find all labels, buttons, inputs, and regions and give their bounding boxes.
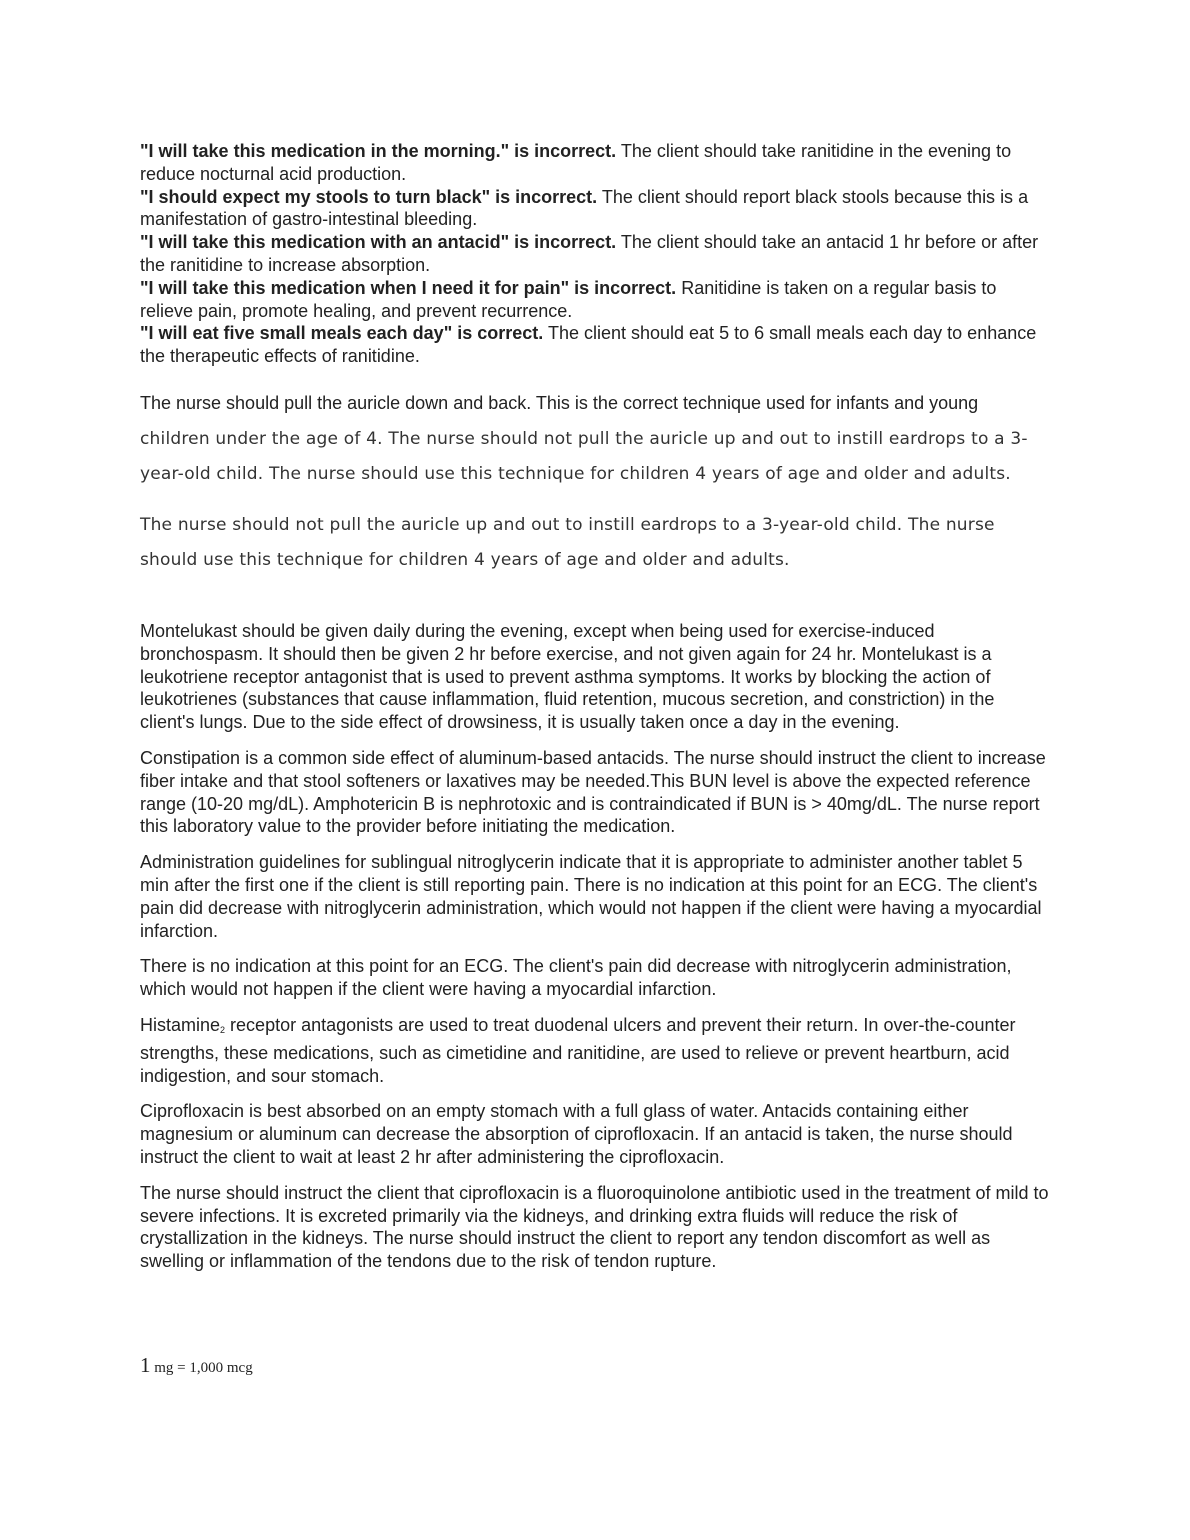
ecg-paragraph: There is no indication at this point for an ECG. The client's pain did decrease with nitroglycerin administration, which would not happen if the client were having a myocardial infarction. bbox=[140, 956, 1012, 1000]
rationale-text: The client should eat 5 to 6 small meals each day to enhance the therapeutic effects of ranitidine. bbox=[140, 323, 1037, 367]
histamine-subscript: 2 bbox=[220, 1024, 226, 1035]
rationale-item bbox=[140, 277, 1050, 323]
conversion-number: 1 bbox=[140, 1353, 151, 1377]
eardrop-rest: children under the age of 4. The nurse should not pull the auricle up and out to instill eardrops to a 3-year-old child. The nurse should use this technique for children 4 years of age and older and adults. bbox=[140, 428, 1028, 484]
ciprofloxacin-instruction-paragraph: The nurse should instruct the client that ciprofloxacin is a fluoroquinolone antibiotic used in the treatment of mild to severe infections. It is excreted primarily via the kidneys, and drinking extra fluids will reduce the risk of crystallization in the kidneys. The nurse should instruct the client to report any tendon discomfort as well as swelling or inflammation of the tendons due to the risk of tendon rupture. bbox=[140, 1182, 1049, 1272]
rationale-item bbox=[140, 186, 1050, 232]
rationale-label: "I should expect my stools to turn black" is incorrect. bbox=[140, 186, 598, 207]
ranitidine-rationale-list bbox=[140, 140, 1050, 368]
unit-conversion-note bbox=[140, 1353, 253, 1378]
nitroglycerin-paragraph: Administration guidelines for sublingual nitroglycerin indicate that it is appropriate to administer another tablet 5 min after the first one if the client is still reporting pain. There is no indication at this point for an ECG. The client's pain did decrease with nitroglycerin administration, which would not happen if the client were having a myocardial infarction. bbox=[140, 852, 1042, 941]
histamine-paragraph bbox=[140, 1014, 1050, 1087]
constipation-paragraph: Constipation is a common side effect of aluminum-based antacids. The nurse should instruct the client to increase fiber intake and that stool softeners or laxatives may be needed.This BUN level is above the expected reference range (10-20 mg/dL). Amphotericin B is nephrotoxic and is contraindicated if BUN is > 40mg/dL. The nurse report this laboratory value to the provider before initiating the medication. bbox=[140, 747, 1046, 837]
ciprofloxacin-absorption-paragraph: Ciprofloxacin is best absorbed on an empty stomach with a full glass of water. Antacids containing either magnesium or aluminum can decrease the absorption of ciprofloxacin. If an antacid is taken, the nurse should instruct the client to wait at least 2 hr after administering the ciprofloxacin. bbox=[140, 1101, 1013, 1167]
rationale-item bbox=[140, 231, 1050, 277]
rationale-label: "I will take this medication when I need it for pain" is incorrect. bbox=[140, 277, 677, 298]
rationale-label: "I will eat five small meals each day" is correct. bbox=[140, 323, 544, 344]
conversion-text: mg = 1,000 mcg bbox=[150, 1360, 253, 1376]
eardrop-paragraph-1 bbox=[140, 386, 1050, 492]
rationale-text: The client should report black stools because this is a manifestation of gastro-intestinal bleeding. bbox=[140, 186, 1029, 230]
histamine-rest: receptor antagonists are used to treat duodenal ulcers and prevent their return. In over-the-counter strengths, these medications, such as cimetidine and ranitidine, are used to relieve or prevent heartburn, acid indigestion, and sour stomach. bbox=[140, 1014, 1016, 1086]
rationale-label: "I will take this medication with an antacid" is incorrect. bbox=[140, 232, 617, 253]
rationale-text: The client should take ranitidine in the evening to reduce nocturnal acid production. bbox=[140, 141, 1012, 184]
montelukast-paragraph: Montelukast should be given daily during the evening, except when being used for exercise-induced bronchospasm. It should then be given 2 hr before exercise, and not given again for 24 hr. Montelukast is a leukotriene receptor antagonist that is used to prevent asthma symptoms. It works by blocking the action of leukotrienes (substances that cause inflammation, fluid retention, mucous secretion, and constriction) in the client's lungs. Due to the side effect of drowsiness, it is usually taken once a day in the evening. bbox=[140, 620, 995, 733]
document-page bbox=[140, 140, 1050, 1273]
rationale-text: Ranitidine is taken on a regular basis to relieve pain, promote healing, and prevent recurrence. bbox=[140, 277, 997, 321]
rationale-text: The client should take an antacid 1 hr before or after the ranitidine to increase absorption. bbox=[140, 232, 1039, 275]
eardrop-paragraph-2: The nurse should not pull the auricle up and out to instill eardrops to a 3-year-old child. The nurse should use this technique for children 4 years of age and older and adults. bbox=[140, 514, 995, 570]
rationale-item bbox=[140, 140, 1050, 186]
rationale-item bbox=[140, 322, 1050, 368]
histamine-word: Histamine bbox=[140, 1014, 221, 1035]
eardrop-lead-sentence: The nurse should pull the auricle down and back. This is the correct technique used for infants and young bbox=[140, 392, 979, 413]
rationale-label: "I will take this medication in the morning." is incorrect. bbox=[140, 141, 617, 161]
